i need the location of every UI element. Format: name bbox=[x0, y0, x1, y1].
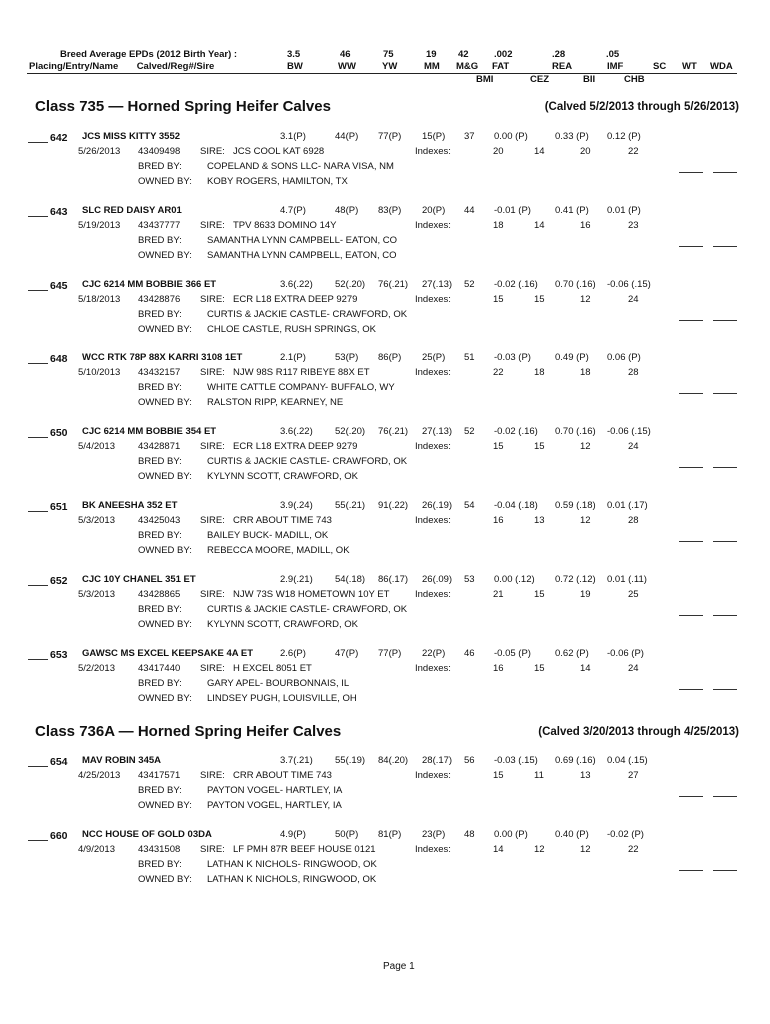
breeder: CURTIS & JACKIE CASTLE- CRAWFORD, OK bbox=[207, 456, 408, 467]
owned-by-label: OWNED BY: bbox=[138, 874, 192, 885]
entry-number: 652 bbox=[50, 575, 68, 587]
sire-name: CRR ABOUT TIME 743 bbox=[233, 515, 332, 526]
epd-bw: 4.7(P) bbox=[280, 205, 306, 216]
index-bmi: 16 bbox=[493, 515, 504, 526]
animal-name: SLC RED DAISY AR01 bbox=[82, 205, 182, 216]
index-cez: 13 bbox=[534, 515, 545, 526]
placing-blank bbox=[28, 659, 48, 660]
calved-date: 5/3/2013 bbox=[78, 589, 115, 600]
owner: KYLYNN SCOTT, CRAWFORD, OK bbox=[207, 471, 358, 482]
epd-bw: 3.1(P) bbox=[280, 131, 306, 142]
epd-rea: 0.59 (.18) bbox=[555, 500, 596, 511]
epd-fat: -0.04 (.18) bbox=[494, 500, 538, 511]
bred-by-label: BRED BY: bbox=[138, 530, 182, 541]
index-bii: 12 bbox=[580, 844, 591, 855]
animal-name: CJC 10Y CHANEL 351 ET bbox=[82, 574, 196, 585]
header-index-code: CEZ bbox=[530, 74, 549, 85]
index-bii: 12 bbox=[580, 294, 591, 305]
index-chb: 25 bbox=[628, 589, 639, 600]
epd-mm: 26(.19) bbox=[422, 500, 453, 511]
header-column-code: WDA bbox=[710, 61, 733, 72]
epd-imf: 0.06 (P) bbox=[607, 352, 641, 363]
epd-imf: 0.12 (P) bbox=[607, 131, 641, 142]
entry-number: 654 bbox=[50, 756, 68, 768]
sire-label: SIRE: bbox=[200, 441, 225, 452]
header-divider bbox=[27, 73, 737, 74]
registration-number: 43428876 bbox=[138, 294, 181, 305]
epd-mg: 52 bbox=[464, 426, 475, 437]
animal-name: JCS MISS KITTY 3552 bbox=[82, 131, 181, 142]
index-chb: 24 bbox=[628, 663, 639, 674]
score-blank bbox=[713, 796, 737, 797]
sire-name: JCS COOL KAT 6928 bbox=[233, 146, 325, 157]
owner: KYLYNN SCOTT, CRAWFORD, OK bbox=[207, 619, 358, 630]
epd-mm: 28(.17) bbox=[422, 755, 453, 766]
index-bmi: 22 bbox=[493, 367, 504, 378]
score-blank bbox=[679, 246, 703, 247]
epd-bw: 2.9(.21) bbox=[280, 574, 313, 585]
header-breed-avg-value: 42 bbox=[458, 49, 469, 60]
epd-yw: 77(P) bbox=[378, 648, 402, 659]
epd-fat: -0.03 (P) bbox=[494, 352, 531, 363]
index-cez: 18 bbox=[534, 367, 545, 378]
calved-date: 5/10/2013 bbox=[78, 367, 121, 378]
epd-mm: 25(P) bbox=[422, 352, 446, 363]
header-breed-avg-value: 19 bbox=[426, 49, 437, 60]
registration-number: 43425043 bbox=[138, 515, 181, 526]
owned-by-label: OWNED BY: bbox=[138, 619, 192, 630]
index-bmi: 16 bbox=[493, 663, 504, 674]
sire-label: SIRE: bbox=[200, 589, 225, 600]
class-title: Class 735 — Horned Spring Heifer Calves bbox=[35, 98, 331, 115]
epd-fat: -0.05 (P) bbox=[494, 648, 531, 659]
score-blank bbox=[713, 246, 737, 247]
epd-mg: 44 bbox=[464, 205, 475, 216]
breeder: CURTIS & JACKIE CASTLE- CRAWFORD, OK bbox=[207, 604, 408, 615]
breeder: BAILEY BUCK- MADILL, OK bbox=[207, 530, 329, 541]
epd-mm: 22(P) bbox=[422, 648, 446, 659]
score-blank bbox=[679, 796, 703, 797]
owned-by-label: OWNED BY: bbox=[138, 800, 192, 811]
epd-rea: 0.41 (P) bbox=[555, 205, 589, 216]
header-column-code: WT bbox=[682, 61, 697, 72]
registration-number: 43409498 bbox=[138, 146, 181, 157]
epd-bw: 3.6(.22) bbox=[280, 426, 313, 437]
sire-name: ECR L18 EXTRA DEEP 9279 bbox=[233, 294, 358, 305]
owned-by-label: OWNED BY: bbox=[138, 324, 192, 335]
index-bii: 12 bbox=[580, 441, 591, 452]
epd-mg: 52 bbox=[464, 279, 475, 290]
epd-imf: -0.06 (.15) bbox=[607, 426, 651, 437]
bred-by-label: BRED BY: bbox=[138, 161, 182, 172]
indexes-label: Indexes: bbox=[415, 589, 451, 600]
animal-name: CJC 6214 MM BOBBIE 354 ET bbox=[82, 426, 217, 437]
sire-name: NJW 98S R117 RIBEYE 88X ET bbox=[233, 367, 370, 378]
placing-blank bbox=[28, 363, 48, 364]
index-cez: 14 bbox=[534, 146, 545, 157]
index-cez: 15 bbox=[534, 294, 545, 305]
epd-imf: 0.01 (.17) bbox=[607, 500, 648, 511]
epd-mg: 53 bbox=[464, 574, 475, 585]
epd-imf: 0.01 (.11) bbox=[607, 574, 647, 585]
entry-number: 642 bbox=[50, 132, 68, 144]
owned-by-label: OWNED BY: bbox=[138, 397, 192, 408]
entry-number: 648 bbox=[50, 353, 68, 365]
animal-name: MAV ROBIN 345A bbox=[82, 755, 162, 766]
registration-number: 43428865 bbox=[138, 589, 181, 600]
index-bmi: 15 bbox=[493, 294, 504, 305]
index-chb: 28 bbox=[628, 515, 639, 526]
calved-date: 5/2/2013 bbox=[78, 663, 115, 674]
index-bii: 16 bbox=[580, 220, 591, 231]
sire-label: SIRE: bbox=[200, 367, 225, 378]
index-chb: 24 bbox=[628, 441, 639, 452]
epd-yw: 83(P) bbox=[378, 205, 402, 216]
score-blank bbox=[679, 615, 703, 616]
score-blank bbox=[713, 172, 737, 173]
indexes-label: Indexes: bbox=[415, 294, 451, 305]
epd-fat: -0.03 (.15) bbox=[494, 755, 538, 766]
placing-blank bbox=[28, 290, 48, 291]
sire-label: SIRE: bbox=[200, 220, 225, 231]
header-column-code: M&G bbox=[456, 61, 479, 72]
bred-by-label: BRED BY: bbox=[138, 235, 182, 246]
header-breed-average-label: Breed Average EPDs (2012 Birth Year) : bbox=[60, 49, 238, 60]
score-blank bbox=[713, 615, 737, 616]
placing-blank bbox=[28, 511, 48, 512]
breeder: LATHAN K NICHOLS- RINGWOOD, OK bbox=[207, 859, 377, 870]
animal-name: WCC RTK 78P 88X KARRI 3108 1ET bbox=[82, 352, 243, 363]
epd-yw: 86(.17) bbox=[378, 574, 409, 585]
epd-mm: 27(.13) bbox=[422, 426, 453, 437]
calved-date: 5/18/2013 bbox=[78, 294, 121, 305]
index-cez: 15 bbox=[534, 589, 545, 600]
placing-blank bbox=[28, 437, 48, 438]
bred-by-label: BRED BY: bbox=[138, 678, 182, 689]
header-column-code: IMF bbox=[607, 61, 624, 72]
placing-blank bbox=[28, 216, 48, 217]
epd-ww: 55(.19) bbox=[335, 755, 366, 766]
epd-rea: 0.70 (.16) bbox=[555, 279, 596, 290]
sire-name: TPV 8633 DOMINO 14Y bbox=[233, 220, 337, 231]
epd-ww: 44(P) bbox=[335, 131, 359, 142]
epd-ww: 52(.20) bbox=[335, 279, 366, 290]
epd-yw: 77(P) bbox=[378, 131, 402, 142]
owner: LINDSEY PUGH, LOUISVILLE, OH bbox=[207, 693, 357, 704]
index-cez: 12 bbox=[534, 844, 545, 855]
entry-number: 645 bbox=[50, 280, 68, 292]
owner: RALSTON RIPP, KEARNEY, NE bbox=[207, 397, 344, 408]
sire-label: SIRE: bbox=[200, 663, 225, 674]
epd-yw: 81(P) bbox=[378, 829, 402, 840]
index-chb: 22 bbox=[628, 146, 639, 157]
epd-mg: 46 bbox=[464, 648, 475, 659]
owned-by-label: OWNED BY: bbox=[138, 176, 192, 187]
epd-mm: 23(P) bbox=[422, 829, 446, 840]
index-chb: 28 bbox=[628, 367, 639, 378]
calved-date: 5/4/2013 bbox=[78, 441, 115, 452]
indexes-label: Indexes: bbox=[415, 663, 451, 674]
bred-by-label: BRED BY: bbox=[138, 382, 182, 393]
header-column-code: REA bbox=[552, 61, 573, 72]
index-chb: 27 bbox=[628, 770, 639, 781]
epd-yw: 91(.22) bbox=[378, 500, 409, 511]
placing-blank bbox=[28, 585, 48, 586]
header-breed-avg-value: .28 bbox=[552, 49, 566, 60]
score-blank bbox=[679, 320, 703, 321]
breeder: CURTIS & JACKIE CASTLE- CRAWFORD, OK bbox=[207, 309, 408, 320]
breeder: COPELAND & SONS LLC- NARA VISA, NM bbox=[207, 161, 394, 172]
epd-fat: -0.02 (.16) bbox=[494, 279, 538, 290]
owner: KOBY ROGERS, HAMILTON, TX bbox=[207, 176, 348, 187]
header-index-code: CHB bbox=[624, 74, 645, 85]
owned-by-label: OWNED BY: bbox=[138, 471, 192, 482]
bred-by-label: BRED BY: bbox=[138, 859, 182, 870]
score-blank bbox=[679, 393, 703, 394]
epd-mg: 48 bbox=[464, 829, 475, 840]
epd-bw: 3.9(.24) bbox=[280, 500, 313, 511]
breeder: WHITE CATTLE COMPANY- BUFFALO, WY bbox=[207, 382, 395, 393]
index-cez: 15 bbox=[534, 663, 545, 674]
indexes-label: Indexes: bbox=[415, 220, 451, 231]
index-bmi: 15 bbox=[493, 441, 504, 452]
header-column-label: Placing/Entry/Name Calved/Reg#/Sire bbox=[29, 61, 215, 72]
epd-fat: -0.02 (.16) bbox=[494, 426, 538, 437]
owner: LATHAN K NICHOLS, RINGWOOD, OK bbox=[207, 874, 377, 885]
score-blank bbox=[713, 320, 737, 321]
epd-yw: 76(.21) bbox=[378, 426, 409, 437]
index-bii: 18 bbox=[580, 367, 591, 378]
owner: SAMANTHA LYNN CAMPBELL, EATON, CO bbox=[207, 250, 397, 261]
epd-bw: 3.7(.21) bbox=[280, 755, 313, 766]
epd-bw: 2.1(P) bbox=[280, 352, 306, 363]
entry-number: 653 bbox=[50, 649, 68, 661]
epd-imf: 0.01 (P) bbox=[607, 205, 641, 216]
epd-ww: 47(P) bbox=[335, 648, 359, 659]
owned-by-label: OWNED BY: bbox=[138, 250, 192, 261]
animal-name: NCC HOUSE OF GOLD 03DA bbox=[82, 829, 212, 840]
page-number: Page 1 bbox=[383, 961, 415, 972]
index-chb: 23 bbox=[628, 220, 639, 231]
epd-rea: 0.62 (P) bbox=[555, 648, 589, 659]
epd-mm: 20(P) bbox=[422, 205, 446, 216]
animal-name: GAWSC MS EXCEL KEEPSAKE 4A ET bbox=[82, 648, 254, 659]
class-title: Class 736A — Horned Spring Heifer Calves bbox=[35, 723, 342, 740]
sire-label: SIRE: bbox=[200, 770, 225, 781]
sire-name: LF PMH 87R BEEF HOUSE 0121 bbox=[233, 844, 376, 855]
indexes-label: Indexes: bbox=[415, 770, 451, 781]
epd-mg: 54 bbox=[464, 500, 475, 511]
score-blank bbox=[713, 393, 737, 394]
epd-imf: -0.02 (P) bbox=[607, 829, 644, 840]
epd-ww: 53(P) bbox=[335, 352, 359, 363]
epd-rea: 0.33 (P) bbox=[555, 131, 589, 142]
sire-name: CRR ABOUT TIME 743 bbox=[233, 770, 332, 781]
indexes-label: Indexes: bbox=[415, 844, 451, 855]
class-date-range: (Calved 5/2/2013 through 5/26/2013) bbox=[544, 101, 739, 113]
breeder: PAYTON VOGEL- HARTLEY, IA bbox=[207, 785, 343, 796]
placing-blank bbox=[28, 840, 48, 841]
bred-by-label: BRED BY: bbox=[138, 604, 182, 615]
entry-number: 643 bbox=[50, 206, 68, 218]
owner: REBECCA MOORE, MADILL, OK bbox=[207, 545, 350, 556]
epd-ww: 55(.21) bbox=[335, 500, 366, 511]
epd-yw: 76(.21) bbox=[378, 279, 409, 290]
index-bii: 14 bbox=[580, 663, 591, 674]
sire-label: SIRE: bbox=[200, 515, 225, 526]
epd-rea: 0.72 (.12) bbox=[555, 574, 596, 585]
epd-ww: 48(P) bbox=[335, 205, 359, 216]
header-column-code: BW bbox=[287, 61, 303, 72]
registration-number: 43428871 bbox=[138, 441, 181, 452]
index-bmi: 21 bbox=[493, 589, 504, 600]
index-cez: 11 bbox=[534, 770, 544, 781]
calved-date: 5/19/2013 bbox=[78, 220, 121, 231]
score-blank bbox=[713, 870, 737, 871]
registration-number: 43417440 bbox=[138, 663, 181, 674]
epd-yw: 86(P) bbox=[378, 352, 402, 363]
breeder: GARY APEL- BOURBONNAIS, IL bbox=[207, 678, 350, 689]
entry-number: 660 bbox=[50, 830, 68, 842]
indexes-label: Indexes: bbox=[415, 146, 451, 157]
bred-by-label: BRED BY: bbox=[138, 309, 182, 320]
epd-mg: 51 bbox=[464, 352, 475, 363]
placing-blank bbox=[28, 142, 48, 143]
calved-date: 4/9/2013 bbox=[78, 844, 115, 855]
indexes-label: Indexes: bbox=[415, 515, 451, 526]
epd-imf: -0.06 (P) bbox=[607, 648, 644, 659]
sire-label: SIRE: bbox=[200, 844, 225, 855]
animal-name: CJC 6214 MM BOBBIE 366 ET bbox=[82, 279, 217, 290]
score-blank bbox=[679, 870, 703, 871]
epd-ww: 54(.18) bbox=[335, 574, 366, 585]
sire-name: ECR L18 EXTRA DEEP 9279 bbox=[233, 441, 358, 452]
header-breed-avg-value: .05 bbox=[606, 49, 620, 60]
epd-mg: 37 bbox=[464, 131, 475, 142]
header-column-code: MM bbox=[424, 61, 440, 72]
epd-fat: 0.00 (P) bbox=[494, 131, 528, 142]
animal-name: BK ANEESHA 352 ET bbox=[82, 500, 178, 511]
indexes-label: Indexes: bbox=[415, 367, 451, 378]
score-blank bbox=[679, 467, 703, 468]
score-blank bbox=[679, 541, 703, 542]
epd-mm: 27(.13) bbox=[422, 279, 453, 290]
index-bii: 13 bbox=[580, 770, 591, 781]
header-breed-avg-value: 75 bbox=[383, 49, 394, 60]
epd-yw: 84(.20) bbox=[378, 755, 409, 766]
indexes-label: Indexes: bbox=[415, 441, 451, 452]
owned-by-label: OWNED BY: bbox=[138, 545, 192, 556]
header-index-code: BMI bbox=[476, 74, 494, 85]
index-bii: 19 bbox=[580, 589, 591, 600]
index-bmi: 18 bbox=[493, 220, 504, 231]
calved-date: 4/25/2013 bbox=[78, 770, 121, 781]
epd-rea: 0.49 (P) bbox=[555, 352, 589, 363]
registration-number: 43431508 bbox=[138, 844, 181, 855]
entry-number: 651 bbox=[50, 501, 68, 513]
epd-mm: 15(P) bbox=[422, 131, 446, 142]
score-blank bbox=[713, 689, 737, 690]
sire-label: SIRE: bbox=[200, 146, 225, 157]
owner: CHLOE CASTLE, RUSH SPRINGS, OK bbox=[207, 324, 376, 335]
epd-mg: 56 bbox=[464, 755, 475, 766]
owned-by-label: OWNED BY: bbox=[138, 693, 192, 704]
breeder: SAMANTHA LYNN CAMPBELL- EATON, CO bbox=[207, 235, 398, 246]
epd-fat: -0.01 (P) bbox=[494, 205, 531, 216]
calved-date: 5/26/2013 bbox=[78, 146, 121, 157]
index-bmi: 14 bbox=[493, 844, 504, 855]
registration-number: 43432157 bbox=[138, 367, 181, 378]
calved-date: 5/3/2013 bbox=[78, 515, 115, 526]
epd-rea: 0.70 (.16) bbox=[555, 426, 596, 437]
entry-number: 650 bbox=[50, 427, 68, 439]
score-blank bbox=[713, 467, 737, 468]
index-bii: 20 bbox=[580, 146, 591, 157]
header-breed-avg-value: 46 bbox=[340, 49, 351, 60]
index-cez: 15 bbox=[534, 441, 545, 452]
epd-imf: 0.04 (.15) bbox=[607, 755, 648, 766]
class-date-range: (Calved 3/20/2013 through 4/25/2013) bbox=[538, 726, 739, 738]
header-index-code: BII bbox=[583, 74, 596, 85]
index-bmi: 20 bbox=[493, 146, 504, 157]
epd-rea: 0.40 (P) bbox=[555, 829, 589, 840]
epd-fat: 0.00 (.12) bbox=[494, 574, 535, 585]
score-blank bbox=[679, 172, 703, 173]
registration-number: 43417571 bbox=[138, 770, 181, 781]
epd-imf: -0.06 (.15) bbox=[607, 279, 651, 290]
header-column-code: WW bbox=[338, 61, 356, 72]
epd-mm: 26(.09) bbox=[422, 574, 453, 585]
index-chb: 24 bbox=[628, 294, 639, 305]
header-breed-avg-value: .002 bbox=[494, 49, 513, 60]
sire-name: H EXCEL 8051 ET bbox=[233, 663, 312, 674]
sire-label: SIRE: bbox=[200, 294, 225, 305]
placing-blank bbox=[28, 766, 48, 767]
header-breed-avg-value: 3.5 bbox=[287, 49, 301, 60]
index-bmi: 15 bbox=[493, 770, 504, 781]
index-bii: 12 bbox=[580, 515, 591, 526]
epd-bw: 2.6(P) bbox=[280, 648, 306, 659]
header-column-code: FAT bbox=[492, 61, 510, 72]
epd-rea: 0.69 (.16) bbox=[555, 755, 596, 766]
epd-ww: 52(.20) bbox=[335, 426, 366, 437]
owner: PAYTON VOGEL, HARTLEY, IA bbox=[207, 800, 342, 811]
epd-fat: 0.00 (P) bbox=[494, 829, 528, 840]
index-chb: 22 bbox=[628, 844, 639, 855]
score-blank bbox=[679, 689, 703, 690]
epd-bw: 3.6(.22) bbox=[280, 279, 313, 290]
header-column-code: YW bbox=[382, 61, 398, 72]
registration-number: 43437777 bbox=[138, 220, 181, 231]
epd-bw: 4.9(P) bbox=[280, 829, 306, 840]
header-column-code: SC bbox=[653, 61, 667, 72]
sire-name: NJW 73S W18 HOMETOWN 10Y ET bbox=[233, 589, 390, 600]
bred-by-label: BRED BY: bbox=[138, 456, 182, 467]
score-blank bbox=[713, 541, 737, 542]
bred-by-label: BRED BY: bbox=[138, 785, 182, 796]
index-cez: 14 bbox=[534, 220, 545, 231]
epd-ww: 50(P) bbox=[335, 829, 359, 840]
